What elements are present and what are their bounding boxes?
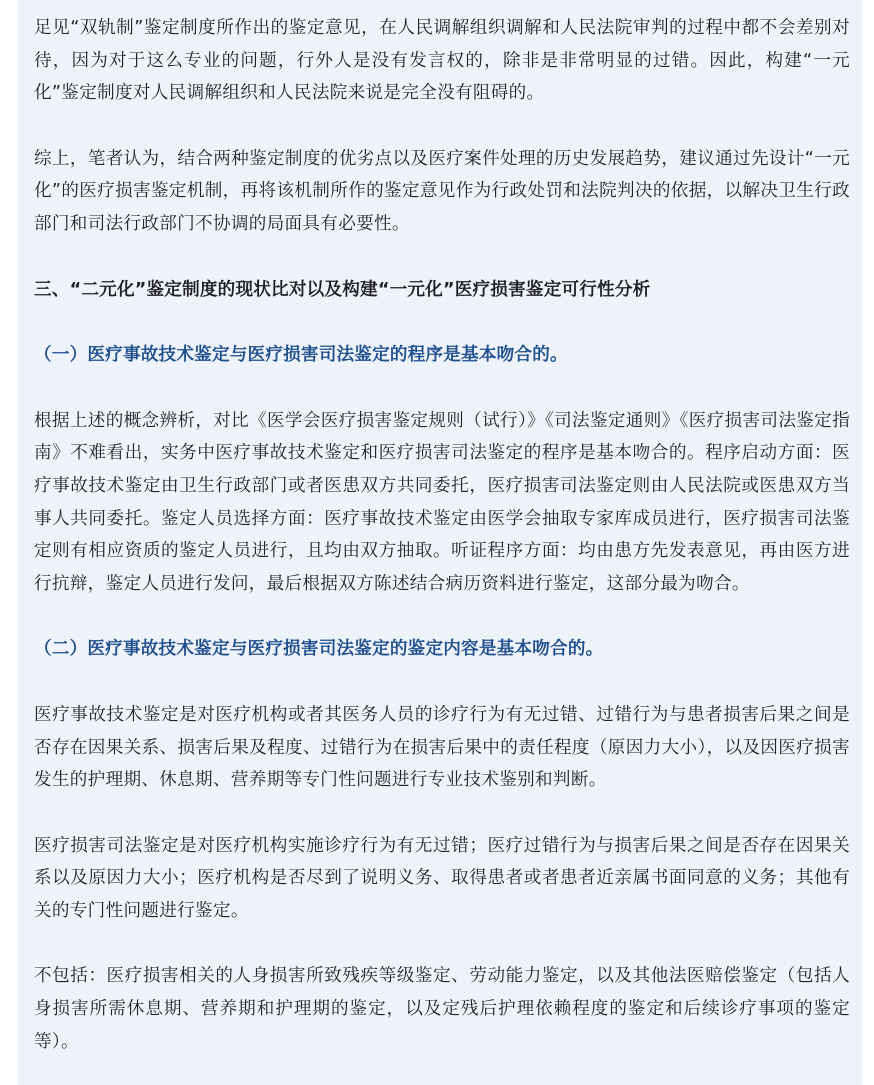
article-body [34,12,850,1058]
paragraph-summary: 综上，笔者认为，结合两种鉴定制度的优劣点以及医疗案件处理的历史发展趋势，建议通过先设计“一元化”的医疗损害鉴定机制，再将该机制所作的鉴定意见作为行政处罚和法院判决的依据，以解决卫生行政部门和司法行政部门不协调的局面具有必要性。 [34,148,850,234]
paragraph-judicial-appraisal: 医疗损害司法鉴定是对医疗机构实施诊疗行为有无过错；医疗过错行为与损害后果之间是否存在因果关系以及原因力大小；医疗机构是否尽到了说明义务、取得患者或者患者近亲属书面同意的义务；其他有关的专门性问题进行鉴定。 [34,835,850,921]
paragraph-dual-track-conclusion: 足见“双轨制”鉴定制度所作出的鉴定意见，在人民调解组织调解和人民法院审判的过程中都不会差别对待，因为对于这么专业的问题，行外人是没有发言权的，除非是非常明显的过错。因此，构建“一元化”鉴定制度对人民调解组织和人民法院来说是完全没有阻碍的。 [34,18,850,104]
paragraph-exclusions: 不包括：医疗损害相关的人身损害所致残疾等级鉴定、劳动能力鉴定，以及其他法医赔偿鉴定（包括人身损害所需休息期、营养期和护理期的鉴定，以及定残后护理依赖程度的鉴定和后续诊疗事项的鉴定等）。 [34,966,850,1052]
article-background [18,0,862,1085]
subsection-heading-2: （二）医疗事故技术鉴定与医疗损害司法鉴定的鉴定内容是基本吻合的。 [34,639,604,660]
paragraph-procedure-comparison: 根据上述的概念辨析，对比《医学会医疗损害鉴定规则（试行）》《司法鉴定通则》《医疗损害司法鉴定指南》不难看出，实务中医疗事故技术鉴定和医疗损害司法鉴定的程序是基本吻合的。程序启动方面：医疗事故技术鉴定由卫生行政部门或者医患双方共同委托，医疗损害司法鉴定则由人民法院或医患双方当事人共同委托。鉴定人员选择方面：医疗事故技术鉴定由医学会抽取专家库成员进行，医疗损害司法鉴定则有相应资质的鉴定人员进行，且均由双方抽取。听证程序方面：均由患方先发表意见，再由医方进行抗辩，鉴定人员进行发问，最后根据双方陈述结合病历资料进行鉴定，这部分最为吻合。 [34,410,850,594]
paragraph-technical-appraisal: 医疗事故技术鉴定是对医疗机构或者其医务人员的诊疗行为有无过错、过错行为与患者损害后果之间是否存在因果关系、损害后果及程度、过错行为在损害后果中的责任程度（原因力大小），以及因医疗损害发生的护理期、休息期、营养期等专门性问题进行专业技术鉴别和判断。 [34,704,850,791]
section-heading-3: 三、“二元化”鉴定制度的现状比对以及构建“一元化”医疗损害鉴定可行性分析 [34,279,651,300]
subsection-heading-1: （一）医疗事故技术鉴定与医疗损害司法鉴定的程序是基本吻合的。 [34,345,568,366]
